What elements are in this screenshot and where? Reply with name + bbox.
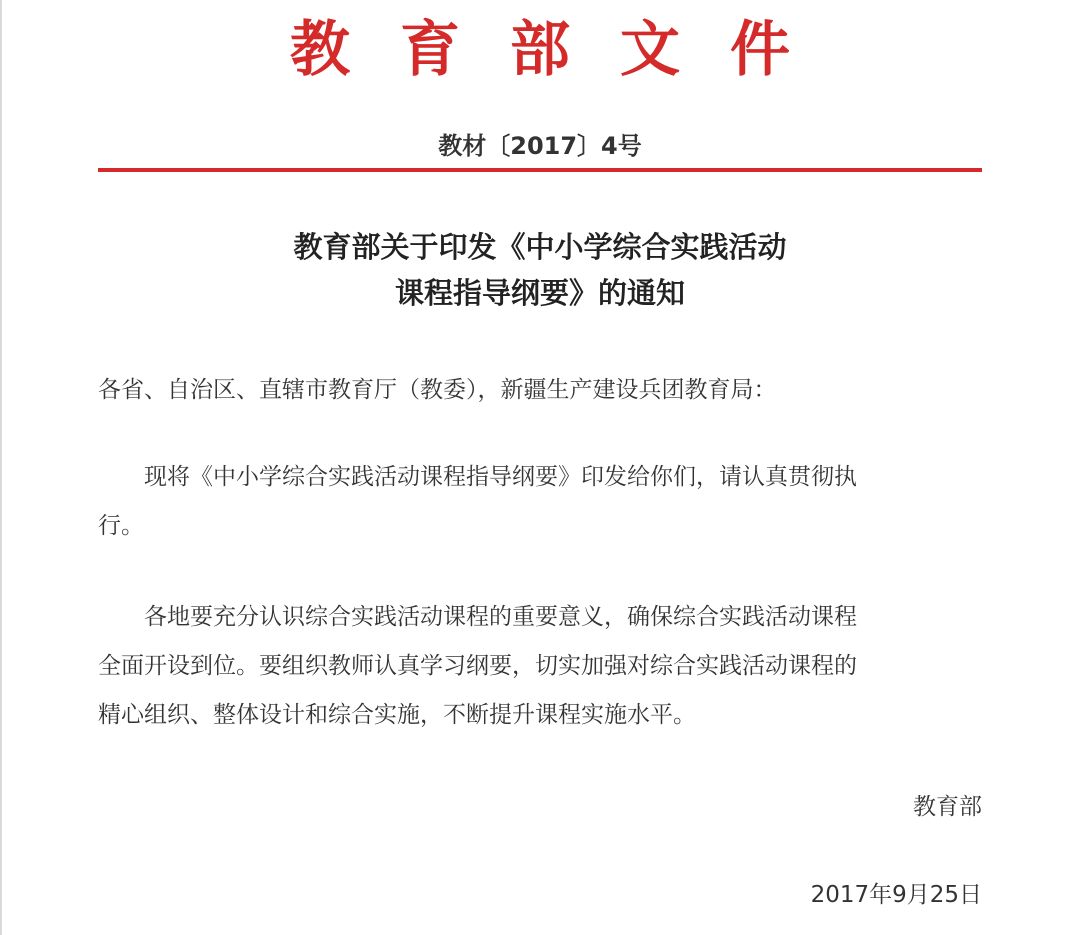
paragraph-line: 精心组织、整体设计和综合实施，不断提升课程实施水平。 <box>98 702 696 728</box>
notice-title-line-1: 教育部关于印发《中小学综合实践活动 <box>293 230 787 264</box>
notice-title <box>98 224 982 316</box>
paragraph-line: 行。 <box>98 513 144 539</box>
paragraph-line: 各地要充分认识综合实践活动课程的重要意义，确保综合实践活动课程 <box>98 604 857 630</box>
notice-title-line-2: 课程指导纲要》的通知 <box>394 276 685 310</box>
issuer-signature: 教育部 <box>913 794 982 820</box>
issue-date: 2017年9月25日 <box>810 882 982 908</box>
document-masthead: 教育部文件 <box>290 15 840 85</box>
red-divider-line <box>98 168 982 172</box>
document-number: 教材〔2017〕4号 <box>438 132 642 160</box>
body-paragraph-1 <box>98 453 982 551</box>
paragraph-line: 全面开设到位。要组织教师认真学习纲要，切实加强对综合实践活动课程的 <box>98 653 857 679</box>
body-paragraph-2 <box>98 593 982 740</box>
paragraph-line: 现将《中小学综合实践活动课程指导纲要》印发给你们，请认真贯彻执 <box>98 464 857 490</box>
salutation: 各省、自治区、直辖市教育厅（教委），新疆生产建设兵团教育局： <box>98 377 777 403</box>
